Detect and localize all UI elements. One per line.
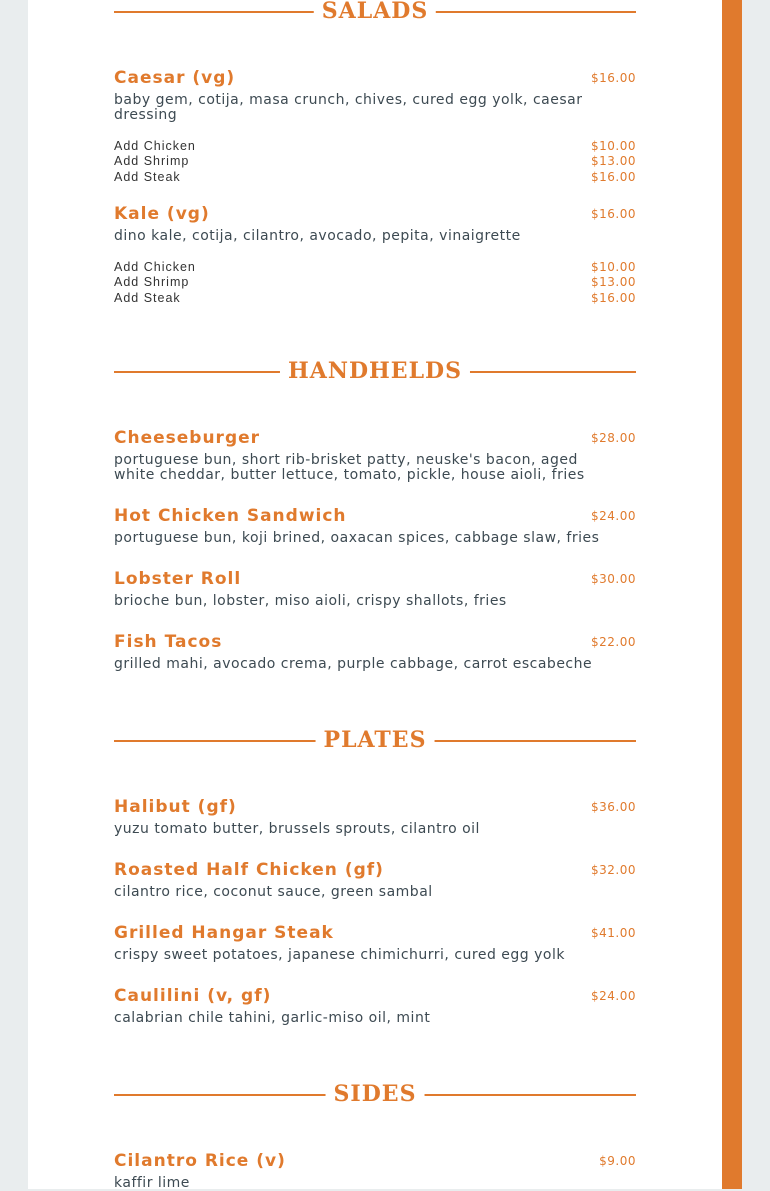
addon-name: Add Chicken bbox=[114, 139, 196, 153]
addon-price: $10.00 bbox=[591, 139, 636, 153]
addon-list-caesar bbox=[114, 139, 636, 185]
item-price: $24.00 bbox=[591, 509, 636, 523]
item-name: Caulilini (v, gf) bbox=[114, 986, 272, 1006]
section-title-salads: SALADS bbox=[314, 0, 436, 26]
section-title-plates: PLATES bbox=[316, 725, 435, 755]
addon-price: $13.00 bbox=[591, 275, 636, 290]
item-name: Kale (vg) bbox=[114, 204, 210, 224]
section-header-handhelds bbox=[114, 356, 636, 386]
addon-row bbox=[114, 154, 636, 169]
section-header-sides bbox=[114, 1079, 636, 1109]
item-description: dino kale, cotija, cilantro, avocado, pepita, vinaigrette bbox=[114, 228, 521, 244]
item-description: portuguese bun, short rib-brisket patty, neuske's bacon, aged white cheddar, butter lettuce, tomato, pickle, house aioli, fries bbox=[114, 452, 585, 483]
item-price: $36.00 bbox=[591, 800, 636, 814]
addon-price: $13.00 bbox=[591, 154, 636, 169]
item-name: Cheeseburger bbox=[114, 428, 261, 448]
section-title-handhelds: HANDHELDS bbox=[280, 356, 470, 386]
item-name: Roasted Half Chicken (gf) bbox=[114, 860, 384, 880]
item-description: kaffir lime bbox=[114, 1175, 190, 1191]
item-price: $16.00 bbox=[591, 71, 636, 85]
section-header-plates bbox=[114, 725, 636, 755]
addon-name: Add Steak bbox=[114, 290, 181, 305]
item-name: Hot Chicken Sandwich bbox=[114, 506, 347, 526]
item-name: Lobster Roll bbox=[114, 569, 242, 589]
item-description: calabrian chile tahini, garlic-miso oil, mint bbox=[114, 1010, 431, 1026]
item-price: $24.00 bbox=[591, 989, 636, 1003]
addon-name: Add Shrimp bbox=[114, 154, 190, 169]
addon-row bbox=[114, 260, 636, 275]
item-price: $9.00 bbox=[599, 1154, 636, 1168]
item-name: Caesar (vg) bbox=[114, 68, 236, 88]
addon-list-kale bbox=[114, 260, 636, 306]
section-header-salads bbox=[114, 0, 636, 26]
section-title-sides: SIDES bbox=[326, 1079, 425, 1109]
addon-price: $16.00 bbox=[591, 169, 636, 184]
item-description: yuzu tomato butter, brussels sprouts, cilantro oil bbox=[114, 821, 480, 837]
item-description: baby gem, cotija, masa crunch, chives, cured egg yolk, caesar dressing bbox=[114, 92, 583, 123]
orange-side-stripe bbox=[722, 0, 742, 1189]
item-description: cilantro rice, coconut sauce, green sambal bbox=[114, 884, 433, 900]
item-price: $28.00 bbox=[591, 431, 636, 445]
addon-name: Add Steak bbox=[114, 169, 181, 184]
item-price: $41.00 bbox=[591, 926, 636, 940]
item-price: $22.00 bbox=[591, 635, 636, 649]
addon-row bbox=[114, 275, 636, 290]
addon-row bbox=[114, 291, 636, 306]
item-description: brioche bun, lobster, miso aioli, crispy shallots, fries bbox=[114, 593, 507, 609]
item-name: Cilantro Rice (v) bbox=[114, 1151, 286, 1171]
item-name: Fish Tacos bbox=[114, 632, 223, 652]
item-price: $32.00 bbox=[591, 863, 636, 877]
item-description: portuguese bun, koji brined, oaxacan spices, cabbage slaw, fries bbox=[114, 530, 600, 546]
item-name: Halibut (gf) bbox=[114, 797, 237, 817]
addon-price: $16.00 bbox=[591, 290, 636, 305]
item-name: Grilled Hangar Steak bbox=[114, 923, 334, 943]
addon-name: Add Shrimp bbox=[114, 275, 190, 290]
item-price: $30.00 bbox=[591, 572, 636, 586]
addon-name: Add Chicken bbox=[114, 260, 196, 274]
item-description: crispy sweet potatoes, japanese chimichurri, cured egg yolk bbox=[114, 947, 565, 963]
item-price: $16.00 bbox=[591, 207, 636, 221]
addon-row bbox=[114, 170, 636, 185]
addon-price: $10.00 bbox=[591, 260, 636, 274]
addon-row bbox=[114, 139, 636, 154]
item-description: grilled mahi, avocado crema, purple cabbage, carrot escabeche bbox=[114, 656, 593, 672]
